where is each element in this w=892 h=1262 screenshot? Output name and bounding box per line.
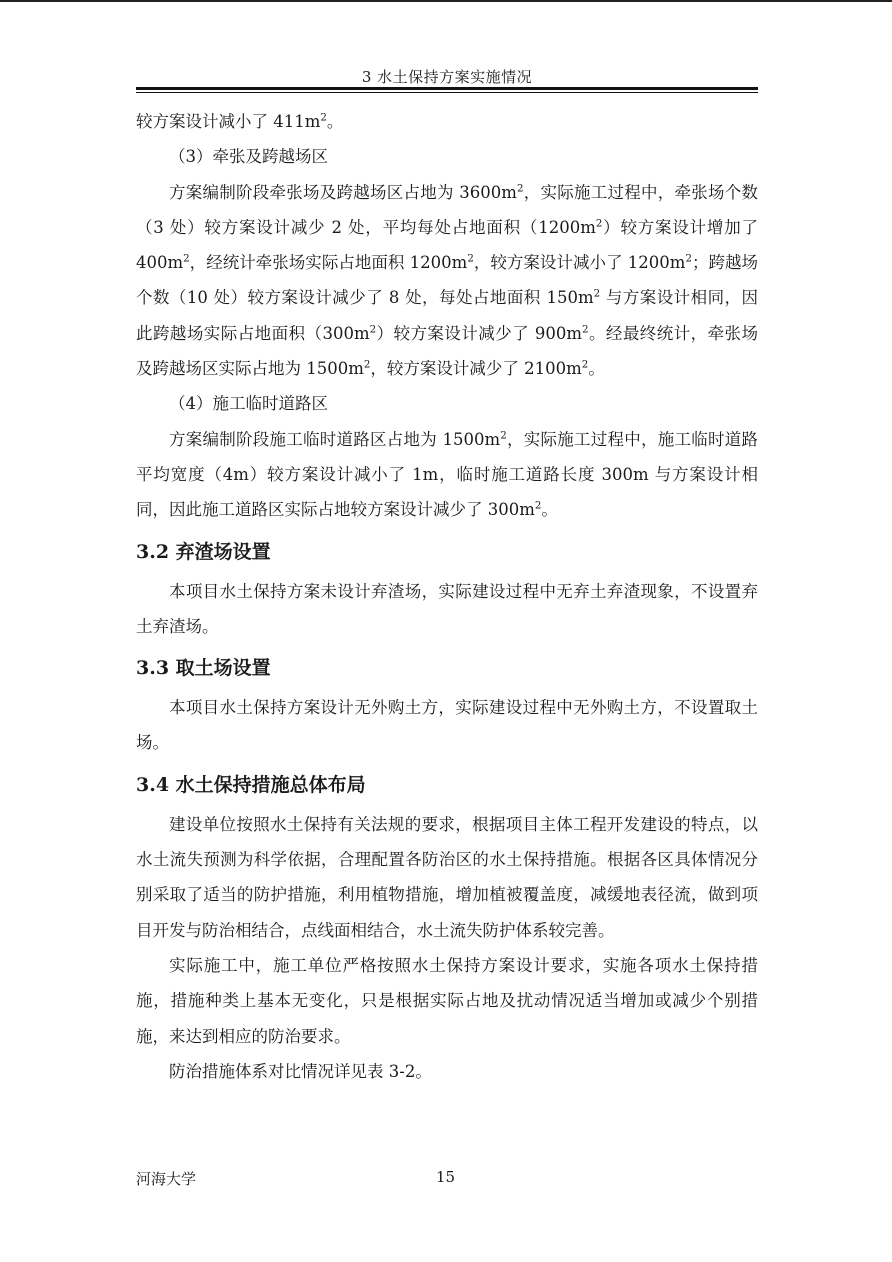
header-rule-thin — [136, 92, 758, 93]
footer-institution: 河海大学 — [136, 1170, 197, 1188]
superscript-two: 2 — [500, 430, 507, 442]
superscript-two: 2 — [534, 500, 542, 512]
paragraph-3-2: 本项目水土保持方案未设计弃渣场，实际建设过程中无弃土弃渣现象，不设置弃土弃渣场。 — [136, 581, 758, 636]
superscript-two: 2 — [581, 324, 589, 336]
paragraph-3-4-1: 建设单位按照水土保持有关法规的要求，根据项目主体工程开发建设的特点，以水土流失预测为科学依据，合理配置各防治区的水土保持措施。根据各区具体情况分别采取了适当的防护措施，利用植物措施，增加植被覆盖度，减缓地表径流，做到项目开发与防治相结合，点线面相结合，水土流失防护体系较完善。 — [136, 814, 758, 940]
heading-3-2: 3.2 弃渣场设置 — [136, 540, 271, 563]
page-top-edge — [0, 0, 892, 2]
superscript-two: 2 — [363, 359, 371, 371]
superscript-two: 2 — [467, 253, 474, 265]
superscript-two: 2 — [369, 324, 377, 336]
superscript-two: 2 — [183, 253, 190, 265]
paragraph-temporary-road: 方案编制阶段施工临时道路区占地为 $1500m^2$，实际施工过程中，施工临时道路平均宽度（4m）较方案设计减小了 1m，临时施工道路长度 300m 与方案设计相同，因此施工道路区实际占地较方案设计减少了 $300m^2$。 — [136, 429, 758, 520]
paragraph-tension-crossing: 方案编制阶段牵张场及跨越场区占地为 $3600m^2$，实际施工过程中，牵张场个数（3 处）较方案设计减少 2 处，平均每处占地面积$(1200m^2)$较方案设计增加了 $400m^2$，经统计牵张场实际占地面积 $1200m^2$，较方案设计减小了 $1200m^2$；跨越场个数（10 处）较方案设计减少了 8 处，每处占地面积 $150m^2$ 与方案设计相同，因此跨越场实际占地面积$(300m^2)$较方案设计减少了 $900m^2$。经最终统计，牵张场及跨越场区实际占地为 $1500m^2$，较方案设计减少了 $2100m^2$。 — [136, 182, 759, 379]
superscript-two: 2 — [516, 183, 524, 195]
superscript-two: 2 — [593, 288, 601, 300]
superscript-two: 2 — [581, 359, 589, 371]
running-header: 3 水土保持方案实施情况 — [361, 68, 533, 86]
footer-page-number: 15 — [436, 1168, 456, 1186]
paragraph-3-4-2: 实际施工中，施工单位严格按照水土保持方案设计要求，实施各项水土保持措施，措施种类上基本无变化，只是根据实际占地及扰动情况适当增加或减少个别措施，来达到相应的防治要求。 — [136, 955, 758, 1046]
subheading-tension-crossing: （3）牵张及跨越场区 — [169, 147, 328, 167]
superscript-two: 2 — [320, 112, 327, 124]
paragraph-3-3: 本项目水土保持方案设计无外购土方，实际建设过程中无外购土方，不设置取土场。 — [136, 698, 758, 753]
paragraph-3-4-3: 防治措施体系对比情况详见表 3-2。 — [169, 1061, 432, 1081]
heading-3-3: 3.3 取土场设置 — [136, 657, 271, 680]
paragraph-continuation: 较方案设计减小了 $411m^2$。 — [136, 112, 344, 131]
body-text — [136, 104, 758, 1089]
heading-3-4: 3.4 水土保持措施总体布局 — [136, 773, 366, 796]
superscript-two: 2 — [685, 253, 692, 265]
superscript-two: 2 — [595, 218, 603, 230]
header-rule-thick — [136, 87, 758, 90]
subheading-temporary-road: （4）施工临时道路区 — [169, 394, 328, 414]
